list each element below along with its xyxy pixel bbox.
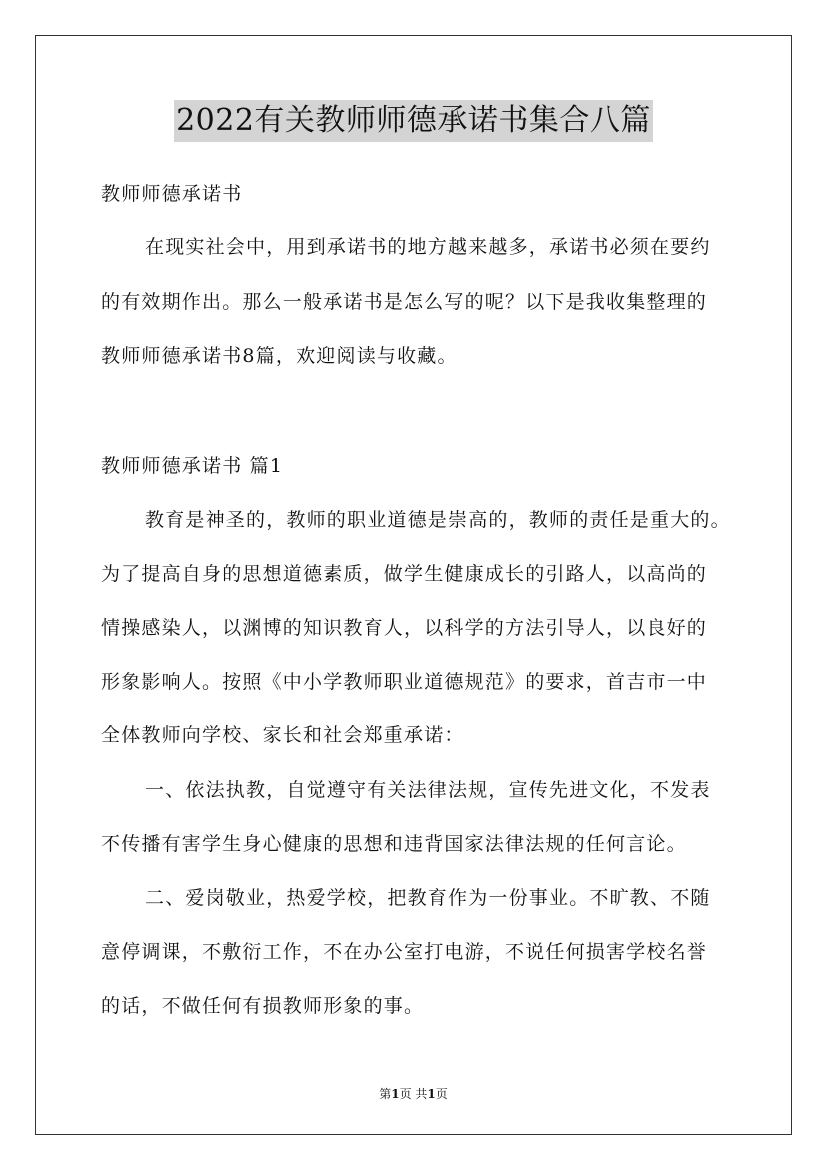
section-heading: 教师师德承诺书 篇1	[101, 455, 284, 477]
document-title: 2022有关教师师德承诺书集合八篇	[174, 100, 653, 142]
paragraph-line: 意停调课，不敷衍工作，不在办公室打电游，不说任何损害学校名誉	[101, 941, 708, 963]
paragraph-line: 二、爱岗敬业，热爱学校，把教育作为一份事业。不旷教、不随	[145, 887, 711, 909]
paragraph-line: 一、依法执教，自觉遵守有关法律法规，宣传先进文化，不发表	[145, 779, 711, 801]
paragraph-line: 形象影响人。按照《中小学教师职业道德规范》的要求，首吉市一中	[101, 671, 708, 693]
intro-line: 在现实社会中，用到承诺书的地方越来越多，承诺书必须在要约	[145, 236, 711, 258]
paragraph-line: 不传播有害学生身心健康的思想和违背国家法律法规的任何言论。	[101, 833, 687, 855]
section-heading: 教师师德承诺书	[101, 183, 243, 205]
intro-line: 教师师德承诺书8篇，欢迎阅读与收藏。	[101, 345, 458, 367]
footer-mid: 页 共	[399, 1087, 428, 1101]
footer-prefix: 第	[379, 1087, 392, 1101]
footer-total-pages: 1	[427, 1087, 436, 1101]
paragraph-line: 为了提高自身的思想道德素质，做学生健康成长的引路人，以高尚的	[101, 563, 708, 585]
footer-page-number: 1	[391, 1087, 400, 1101]
paragraph-line: 教育是神圣的，教师的职业道德是崇高的，教师的责任是重大的。	[145, 509, 731, 531]
paragraph-line: 全体教师向学校、家长和社会郑重承诺：	[101, 724, 465, 746]
page-footer	[0, 1086, 827, 1102]
intro-line: 的有效期作出。那么一般承诺书是怎么写的呢？以下是我收集整理的	[101, 291, 708, 313]
footer-suffix: 页	[435, 1087, 448, 1101]
paragraph-line: 情操感染人，以渊博的知识教育人，以科学的方法引导人，以良好的	[101, 617, 708, 639]
paragraph-line: 的话，不做任何有损教师形象的事。	[101, 995, 425, 1017]
title-container	[0, 100, 827, 142]
